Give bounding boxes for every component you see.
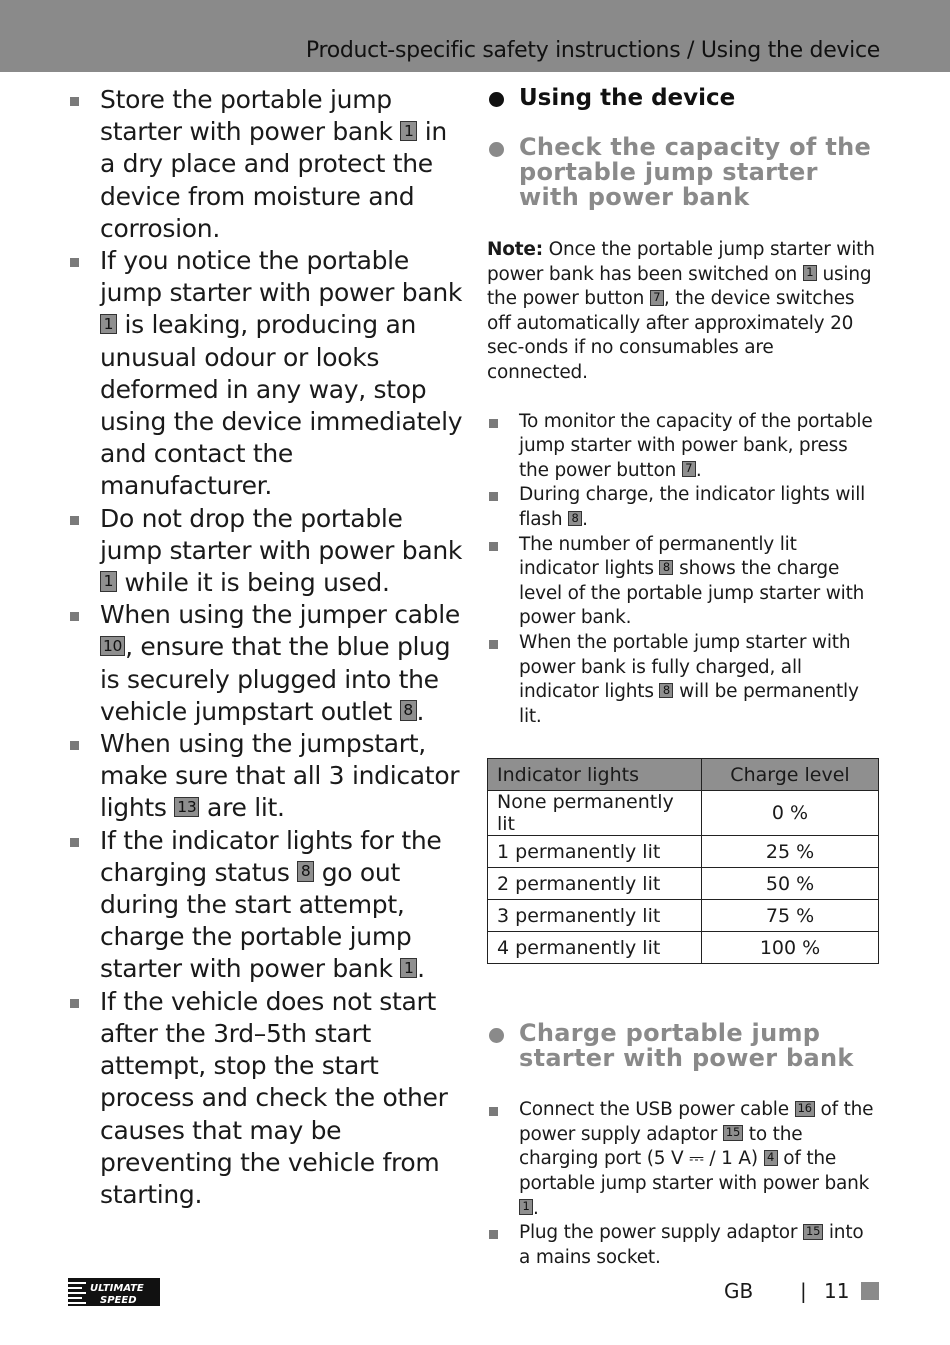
footer-separator: | — [800, 1279, 807, 1303]
text-fragment: Do not drop the portable jump starter with power bank — [100, 503, 463, 565]
reference-number-badge: 7 — [650, 290, 664, 306]
text-fragment: is leaking, producing an unusual odour or looks deformed in any way, stop using the device immediately and contact the manufacturer. — [100, 310, 463, 501]
bullet-dot-icon — [489, 142, 504, 157]
text-fragment: Store the portable jump starter with power bank — [100, 85, 401, 147]
note-body — [487, 239, 875, 383]
reference-number-badge: 1 — [400, 121, 417, 142]
indicator-cell: 4 permanently lit — [488, 932, 702, 964]
text-fragment: When the portable jump starter with power bank is fully charged, all indicator lights — [519, 631, 851, 703]
square-bullet-icon — [70, 258, 79, 267]
safety-instructions-list — [68, 84, 463, 1211]
list-item — [487, 631, 879, 729]
list-item — [68, 503, 463, 600]
square-bullet-icon — [70, 838, 79, 847]
square-bullet-icon — [489, 492, 498, 501]
square-bullet-icon — [70, 516, 79, 525]
reference-number-badge: 1 — [803, 265, 817, 281]
list-item — [487, 533, 879, 631]
reference-number-badge: 1 — [400, 958, 417, 979]
list-item — [68, 245, 463, 503]
reference-number-badge: 1 — [100, 571, 117, 592]
sub-heading-check-capacity: Check the capacity of the portable jump starter with power bank — [519, 133, 872, 211]
reference-number-badge: 15 — [803, 1224, 823, 1240]
text-fragment: Connect the USB power cable — [519, 1099, 795, 1121]
table-header-charge: Charge level — [702, 759, 879, 791]
reference-number-badge: 10 — [100, 636, 125, 657]
table-row — [488, 868, 879, 900]
indicator-cell: 1 permanently lit — [488, 836, 702, 868]
sub-heading-charge: Charge portable jump starter with power bank — [519, 1019, 854, 1073]
note-paragraph — [487, 238, 879, 386]
reference-number-badge: 8 — [659, 683, 673, 699]
section-heading-using-device — [487, 86, 879, 111]
main-heading: Using the device — [519, 85, 736, 111]
reference-number-badge: 16 — [795, 1101, 815, 1117]
charge-level-cell: 50 % — [702, 868, 879, 900]
charge-level-cell: 100 % — [702, 932, 879, 964]
text-fragment: into a mains socket. — [519, 1222, 864, 1268]
square-bullet-icon — [489, 542, 498, 551]
text-fragment: To monitor the capacity of the portable jump starter with power bank, press the power button — [519, 410, 873, 481]
text-fragment: . — [416, 696, 425, 726]
charge-level-cell: 25 % — [702, 836, 879, 868]
svg-text:SPEED: SPEED — [100, 1295, 137, 1306]
list-item — [68, 599, 463, 728]
indicator-cell: None permanently lit — [488, 791, 702, 836]
square-bullet-icon — [489, 640, 498, 649]
svg-text:ULTIMATE: ULTIMATE — [90, 1283, 144, 1294]
indicator-cell: 3 permanently lit — [488, 900, 702, 932]
brand-logo — [68, 1278, 160, 1306]
reference-number-badge: 13 — [174, 797, 199, 818]
section-heading-check-capacity — [487, 135, 879, 210]
table-header-indicator: Indicator lights — [488, 759, 702, 791]
text-fragment: while it is being used. — [116, 568, 390, 598]
footer-language: GB — [724, 1279, 754, 1303]
text-fragment: will be permanently lit. — [519, 681, 859, 727]
charge-list — [487, 1098, 879, 1270]
text-fragment: , the device switches off automatically after approximately 20 sec-onds if no consumables are connected. — [487, 288, 855, 383]
table-header-row — [488, 759, 879, 791]
charge-level-cell: 75 % — [702, 900, 879, 932]
square-bullet-icon — [70, 999, 79, 1008]
using-device-column — [487, 86, 879, 1270]
text-fragment: During charge, the indicator lights will flash — [519, 484, 866, 530]
charge-level-table — [487, 758, 879, 964]
square-bullet-icon — [489, 1230, 498, 1239]
reference-number-badge: 7 — [682, 461, 696, 477]
list-item — [487, 1221, 879, 1270]
text-fragment: , ensure that the blue plug is securely plugged into the vehicle jumpstart outlet — [100, 632, 451, 726]
footer-square-icon — [861, 1282, 879, 1300]
indicator-cell: 2 permanently lit — [488, 868, 702, 900]
text-fragment: . — [417, 954, 425, 984]
text-fragment: Once the portable jump starter with power bank has been switched on — [487, 239, 875, 285]
reference-number-badge: 1 — [519, 1199, 533, 1215]
table-row — [488, 836, 879, 868]
header-title: Product-specific safety instructions / Using the device — [305, 38, 880, 63]
text-fragment: If the indicator lights for the charging status — [100, 825, 442, 887]
square-bullet-icon — [489, 419, 498, 428]
list-item — [68, 84, 463, 245]
reference-number-badge: 8 — [400, 700, 417, 721]
text-fragment: using the power button — [487, 263, 872, 310]
square-bullet-icon — [70, 97, 79, 106]
text-fragment: Plug the power supply adaptor — [519, 1222, 803, 1244]
reference-number-badge: 8 — [568, 511, 582, 527]
text-fragment: of the portable jump starter with power bank — [519, 1148, 870, 1195]
section-heading-charge — [487, 1021, 879, 1071]
text-fragment: . — [582, 508, 588, 530]
text-fragment: If the vehicle does not start after the 3rd–5th start attempt, stop the start process and check the other causes that may be preventing the vehicle from starting. — [100, 986, 448, 1209]
bullet-dot-icon — [489, 92, 504, 107]
reference-number-badge: 8 — [659, 560, 673, 576]
text-fragment: shows the charge level of the portable jump starter with power bank. — [519, 558, 865, 629]
square-bullet-icon — [70, 612, 79, 621]
list-item — [487, 410, 879, 484]
square-bullet-icon — [70, 741, 79, 750]
capacity-list — [487, 410, 879, 730]
note-label: Note: — [487, 239, 543, 260]
list-item — [68, 728, 463, 825]
list-item — [68, 825, 463, 986]
reference-number-badge: 15 — [723, 1125, 743, 1141]
bullet-dot-icon — [489, 1028, 504, 1043]
list-item — [68, 986, 463, 1211]
text-fragment: When using the jumper cable — [100, 600, 460, 630]
page-header — [0, 0, 950, 72]
list-item — [487, 1098, 879, 1221]
text-fragment: . — [533, 1197, 539, 1219]
reference-number-badge: 1 — [100, 314, 117, 335]
safety-list — [68, 84, 463, 1211]
text-fragment: The number of permanently lit indicator lights — [519, 533, 797, 580]
text-fragment: If you notice the portable jump starter with power bank — [100, 246, 463, 308]
text-fragment: . — [695, 459, 702, 481]
reference-number-badge: 4 — [764, 1150, 778, 1166]
page-number: 11 — [824, 1279, 850, 1303]
charge-level-cell: 0 % — [702, 791, 879, 836]
text-fragment: go out during the start attempt, charge the portable jump starter with power bank — [100, 857, 412, 984]
text-fragment: are lit. — [199, 793, 285, 823]
text-fragment: of the power supply adaptor — [519, 1099, 874, 1145]
reference-number-badge: 8 — [297, 861, 314, 882]
text-fragment: to the charging port (5 V ⎓ / 1 A) — [519, 1123, 803, 1170]
text-fragment: When using the jumpstart, make sure that all 3 indicator lights — [100, 729, 460, 823]
table-row — [488, 932, 879, 964]
text-fragment: in a dry place and protect the device from moisture and corrosion. — [100, 117, 447, 243]
square-bullet-icon — [489, 1107, 498, 1116]
table-body — [488, 791, 879, 964]
table-row — [488, 791, 879, 836]
table-row — [488, 900, 879, 932]
list-item — [487, 483, 879, 532]
